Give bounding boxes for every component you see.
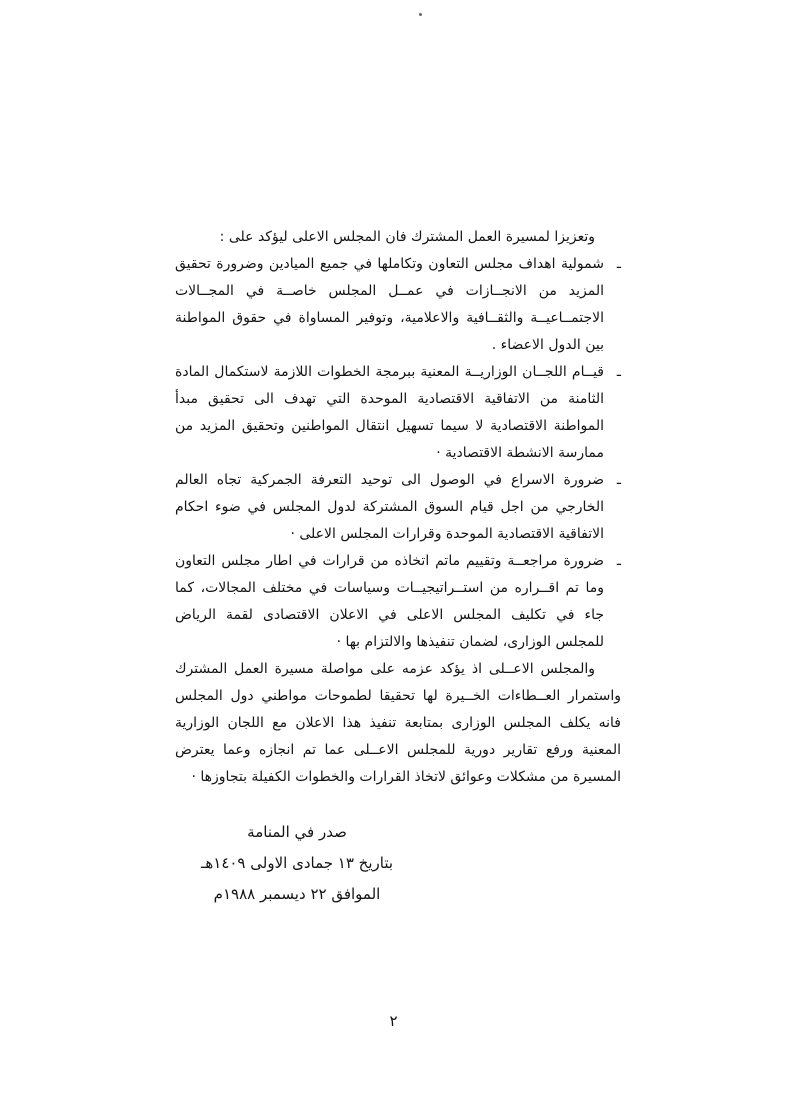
page-number: ٢ <box>389 1012 398 1030</box>
bullet-list <box>175 251 621 656</box>
bullet-text: ضرورة مراجعــة وتقييم ماتم اتخاذه من قرارات في اطار مجلس التعاون وما تم اقــراره من استــراتيجيــات وسياسات في مختلف المجالات، كما جاء في تكليف المجلس الاعلى في الاعلان الاقتصادى لقمة الرياض للمجلس الوزارى، لضمان تنفيذها والالتزام بها · <box>175 553 604 650</box>
signature-block <box>177 817 417 910</box>
bullet-dash-icon: ـ <box>616 364 621 380</box>
document-content <box>175 224 621 910</box>
bullet-item <box>175 548 621 656</box>
signature-place: صدر في المنامة <box>247 823 347 841</box>
bullet-item <box>175 467 621 548</box>
bullet-dash-icon: ـ <box>616 553 621 569</box>
bullet-dash-icon: ـ <box>616 472 621 488</box>
bullet-text: ضرورة الاسراع في الوصول الى توحيد التعرفة الجمركية تجاه العالم الخارجي من اجل قيام السوق المشتركة لدول المجلس في ضوء احكام الاتفاقية الاقتصادية الموحدة وقرارات المجلس الاعلى · <box>175 472 604 542</box>
bullet-dash-icon: ـ <box>616 256 621 272</box>
intro-paragraph: وتعزيزا لمسيرة العمل المشترك فان المجلس الاعلى ليؤكد على : <box>219 229 595 245</box>
signature-date-hijri: بتاريخ ١٣ جمادى الاولى ١٤٠٩هـ <box>200 854 394 872</box>
bullet-item <box>175 359 621 467</box>
scan-artifact-dot <box>419 13 422 16</box>
closing-paragraph: والمجلس الاعــلى اذ يؤكد عزمه على مواصلة مسيرة العمل المشترك واستمرار العــطاءات الخــيرة لها تحقيقا لطموحات مواطني دول المجلس فانه يكلف المجلس الوزارى بمتابعة تنفيذ هذا الاعلان مع اللجان الوزارية المعنية ورفع تقارير دورية للمجلس الاعــلى عما تم انجازه وعما يعترض المسيرة من مشكلات وعوائق لاتخاذ القرارات والخطوات الكفيلة بتجاوزها · <box>175 661 621 785</box>
bullet-text: شمولية اهداف مجلس التعاون وتكاملها في جميع الميادين وضرورة تحقيق المزيد من الانجــازات في عمــل المجلس خاصــة في المجــالات الاجتمــاعيــة والثقــافية والاعلامية، وتوفير المساواة في حقوق المواطنة بين الدول الاعضاء . <box>175 256 604 353</box>
bullet-item <box>175 251 621 359</box>
signature-date-gregorian: الموافق ٢٢ ديسمبر ١٩٨٨م <box>213 885 381 903</box>
bullet-text: قيــام اللجــان الوزاريــة المعنية ببرمجة الخطوات اللازمة لاستكمال المادة الثامنة من الاتفاقية الاقتصادية الموحدة التي تهدف الى تحقيق مبدأ المواطنة الاقتصادية لا سيما تسهيل انتقال المواطنين وتحقيق المزيد من ممارسة الانشطة الاقتصادية · <box>175 364 604 461</box>
